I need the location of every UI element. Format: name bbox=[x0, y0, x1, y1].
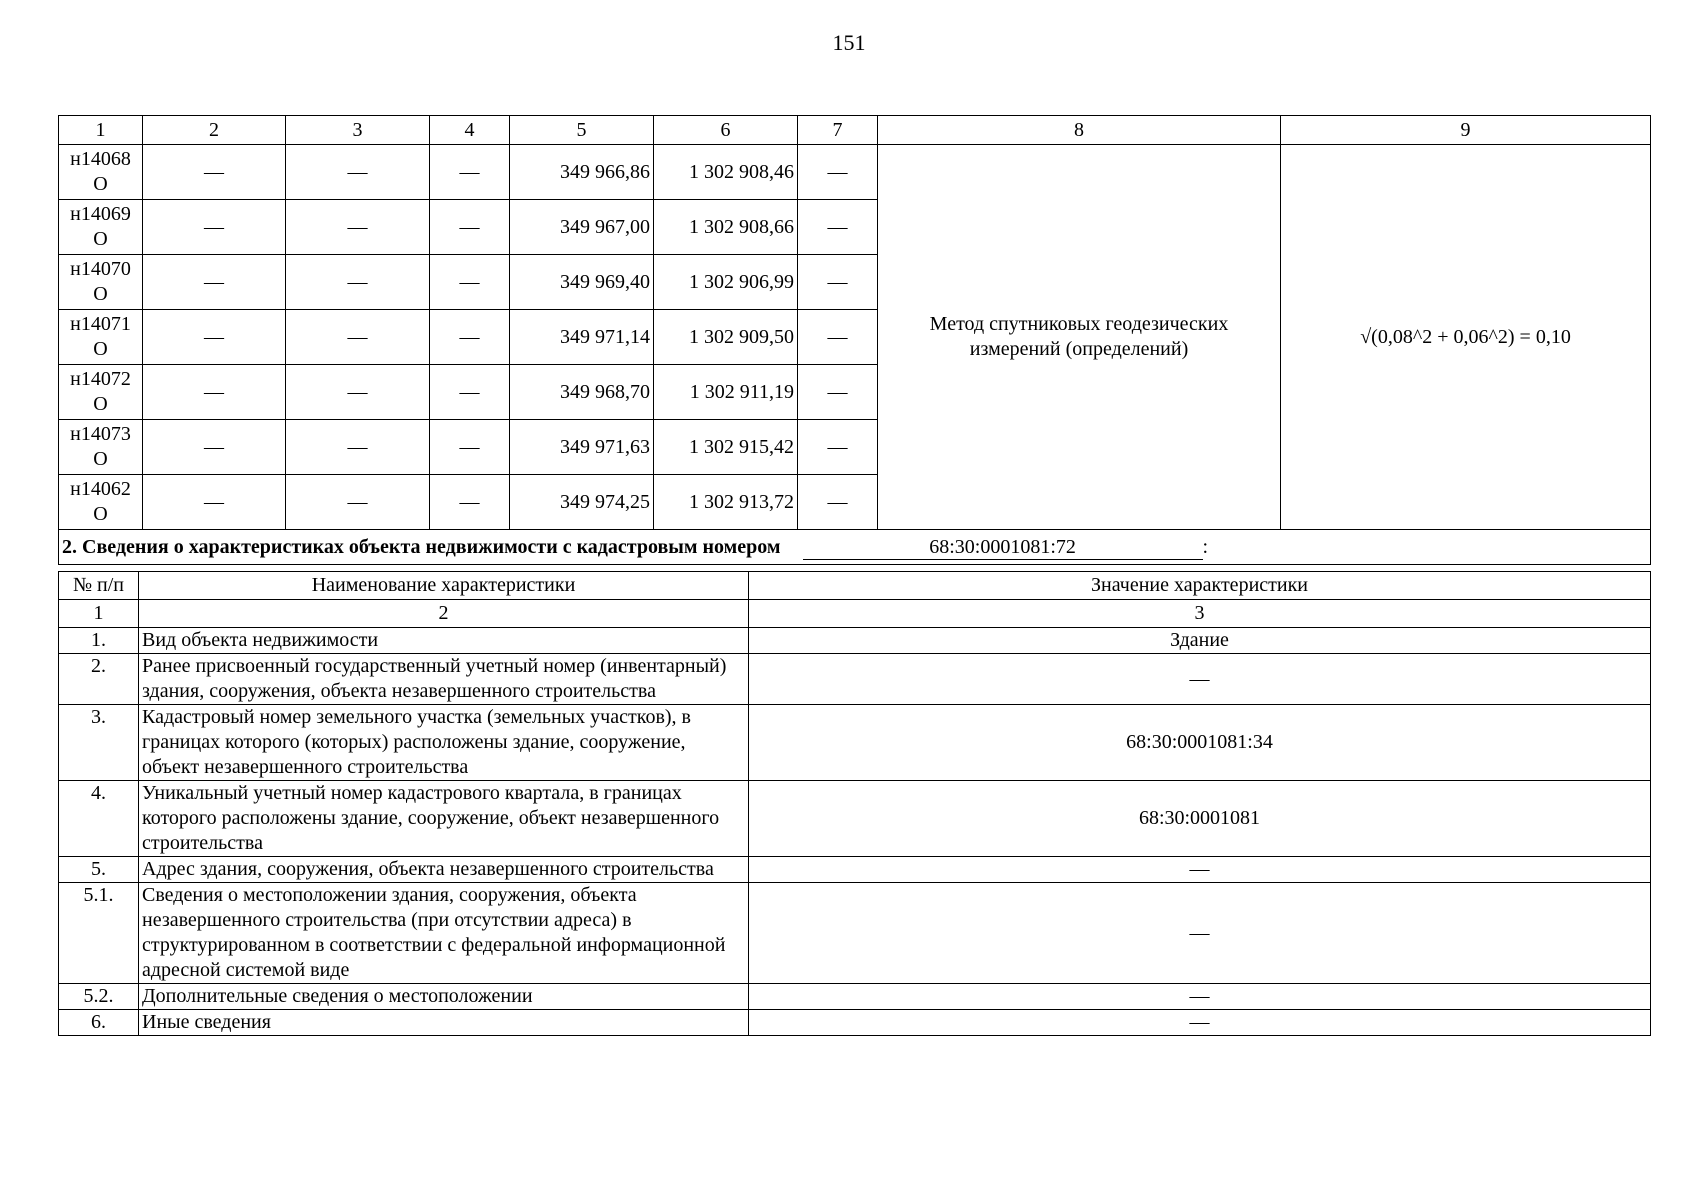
char-row bbox=[59, 628, 1651, 654]
coord-cell: — bbox=[286, 310, 430, 365]
char-num: 6. bbox=[59, 1010, 139, 1036]
coord-cell: — bbox=[430, 200, 510, 255]
coord-y: 1 302 909,50 bbox=[654, 310, 798, 365]
coord-cell: — bbox=[798, 475, 878, 530]
char-row bbox=[59, 883, 1651, 984]
char-value: — bbox=[749, 654, 1651, 705]
section-2-suffix: : bbox=[1202, 535, 1209, 558]
coord-cell: — bbox=[143, 200, 286, 255]
coord-cell: — bbox=[286, 145, 430, 200]
char-index-cell: 2 bbox=[139, 600, 749, 628]
char-num: 4. bbox=[59, 781, 139, 857]
coord-header-cell: 4 bbox=[430, 116, 510, 145]
char-value: — bbox=[749, 857, 1651, 883]
coord-x: 349 966,86 bbox=[510, 145, 654, 200]
section-2-title-cell bbox=[59, 530, 1651, 565]
char-name: Дополнительные сведения о местоположении bbox=[139, 984, 749, 1010]
coord-x: 349 974,25 bbox=[510, 475, 654, 530]
coord-cell: — bbox=[143, 475, 286, 530]
char-name: Иные сведения bbox=[139, 1010, 749, 1036]
coord-row bbox=[59, 145, 1651, 200]
char-value: — bbox=[749, 984, 1651, 1010]
coord-y: 1 302 913,72 bbox=[654, 475, 798, 530]
coord-cell: — bbox=[798, 200, 878, 255]
coord-cell: — bbox=[143, 310, 286, 365]
point-name: н14069 О bbox=[59, 200, 143, 255]
coord-cell: — bbox=[430, 255, 510, 310]
coord-y: 1 302 908,66 bbox=[654, 200, 798, 255]
char-value: 68:30:0001081 bbox=[749, 781, 1651, 857]
coord-cell: — bbox=[143, 420, 286, 475]
coord-x: 349 969,40 bbox=[510, 255, 654, 310]
char-num: 5.1. bbox=[59, 883, 139, 984]
section-2-cadastral-number: 68:30:0001081:72 bbox=[803, 535, 1203, 560]
coord-cell: — bbox=[430, 145, 510, 200]
point-name: н14070 О bbox=[59, 255, 143, 310]
char-num: 1. bbox=[59, 628, 139, 654]
point-name: н14071 О bbox=[59, 310, 143, 365]
char-name: Уникальный учетный номер кадастрового квартала, в границах которого расположены здание, сооружение, объект незавершенного строительства bbox=[139, 781, 749, 857]
coord-cell: — bbox=[430, 310, 510, 365]
measurement-method: Метод спутниковых геодезических измерений (определений) bbox=[878, 145, 1281, 530]
char-header-name: Наименование характеристики bbox=[139, 572, 749, 600]
coord-cell: — bbox=[798, 420, 878, 475]
char-num: 3. bbox=[59, 705, 139, 781]
coord-header-cell: 3 bbox=[286, 116, 430, 145]
coord-x: 349 967,00 bbox=[510, 200, 654, 255]
char-row bbox=[59, 781, 1651, 857]
coord-y: 1 302 908,46 bbox=[654, 145, 798, 200]
coord-cell: — bbox=[143, 365, 286, 420]
char-name: Сведения о местоположении здания, сооружения, объекта незавершенного строительства (при отсутствии адреса) в структурированном в соответствии с федеральной информационной адресной системой виде bbox=[139, 883, 749, 984]
page-number: 151 bbox=[832, 30, 866, 55]
coord-cell: — bbox=[143, 255, 286, 310]
coord-cell: — bbox=[286, 200, 430, 255]
coord-x: 349 971,14 bbox=[510, 310, 654, 365]
char-num: 5.2. bbox=[59, 984, 139, 1010]
char-header-value: Значение характеристики bbox=[749, 572, 1651, 600]
coord-cell: — bbox=[286, 365, 430, 420]
coord-y: 1 302 906,99 bbox=[654, 255, 798, 310]
coord-header-row bbox=[59, 116, 1651, 145]
char-row bbox=[59, 654, 1651, 705]
coord-cell: — bbox=[430, 475, 510, 530]
accuracy-formula: √(0,08^2 + 0,06^2) = 0,10 bbox=[1281, 145, 1651, 530]
coord-y: 1 302 911,19 bbox=[654, 365, 798, 420]
coord-cell: — bbox=[143, 145, 286, 200]
coord-cell: — bbox=[798, 145, 878, 200]
section-2-header bbox=[59, 530, 1651, 565]
coord-cell: — bbox=[798, 365, 878, 420]
coord-cell: — bbox=[430, 420, 510, 475]
coordinates-table bbox=[58, 115, 1651, 565]
char-row bbox=[59, 857, 1651, 883]
char-name: Вид объекта недвижимости bbox=[139, 628, 749, 654]
char-value: — bbox=[749, 883, 1651, 984]
coord-cell: — bbox=[286, 255, 430, 310]
coord-header-cell: 5 bbox=[510, 116, 654, 145]
coord-header-cell: 8 bbox=[878, 116, 1281, 145]
char-row bbox=[59, 705, 1651, 781]
coord-cell: — bbox=[798, 255, 878, 310]
char-row bbox=[59, 1010, 1651, 1036]
char-header-num: № п/п bbox=[59, 572, 139, 600]
char-name: Кадастровый номер земельного участка (земельных участков), в границах которого (которых) расположены здание, сооружение, объект незавершенного строительства bbox=[139, 705, 749, 781]
point-name: н14073 О bbox=[59, 420, 143, 475]
char-name: Адрес здания, сооружения, объекта незавершенного строительства bbox=[139, 857, 749, 883]
coord-header-cell: 7 bbox=[798, 116, 878, 145]
characteristics-table bbox=[58, 571, 1651, 1036]
char-index-row bbox=[59, 600, 1651, 628]
char-header-row bbox=[59, 572, 1651, 600]
coord-cell: — bbox=[286, 420, 430, 475]
coord-header-cell: 2 bbox=[143, 116, 286, 145]
char-row bbox=[59, 984, 1651, 1010]
char-name: Ранее присвоенный государственный учетный номер (инвентарный) здания, сооружения, объекта незавершенного строительства bbox=[139, 654, 749, 705]
point-name: н14072 О bbox=[59, 365, 143, 420]
char-num: 5. bbox=[59, 857, 139, 883]
coord-cell: — bbox=[430, 365, 510, 420]
coord-cell: — bbox=[286, 475, 430, 530]
char-value: — bbox=[749, 1010, 1651, 1036]
coord-x: 349 971,63 bbox=[510, 420, 654, 475]
coord-header-cell: 6 bbox=[654, 116, 798, 145]
char-value: 68:30:0001081:34 bbox=[749, 705, 1651, 781]
coord-y: 1 302 915,42 bbox=[654, 420, 798, 475]
char-num: 2. bbox=[59, 654, 139, 705]
coord-cell: — bbox=[798, 310, 878, 365]
section-2-title: 2. Сведения о характеристиках объекта недвижимости с кадастровым номером bbox=[62, 535, 781, 558]
char-index-cell: 1 bbox=[59, 600, 139, 628]
coord-x: 349 968,70 bbox=[510, 365, 654, 420]
point-name: н14068 О bbox=[59, 145, 143, 200]
char-value: Здание bbox=[749, 628, 1651, 654]
coord-header-cell: 9 bbox=[1281, 116, 1651, 145]
char-index-cell: 3 bbox=[749, 600, 1651, 628]
coord-header-cell: 1 bbox=[59, 116, 143, 145]
point-name: н14062 О bbox=[59, 475, 143, 530]
